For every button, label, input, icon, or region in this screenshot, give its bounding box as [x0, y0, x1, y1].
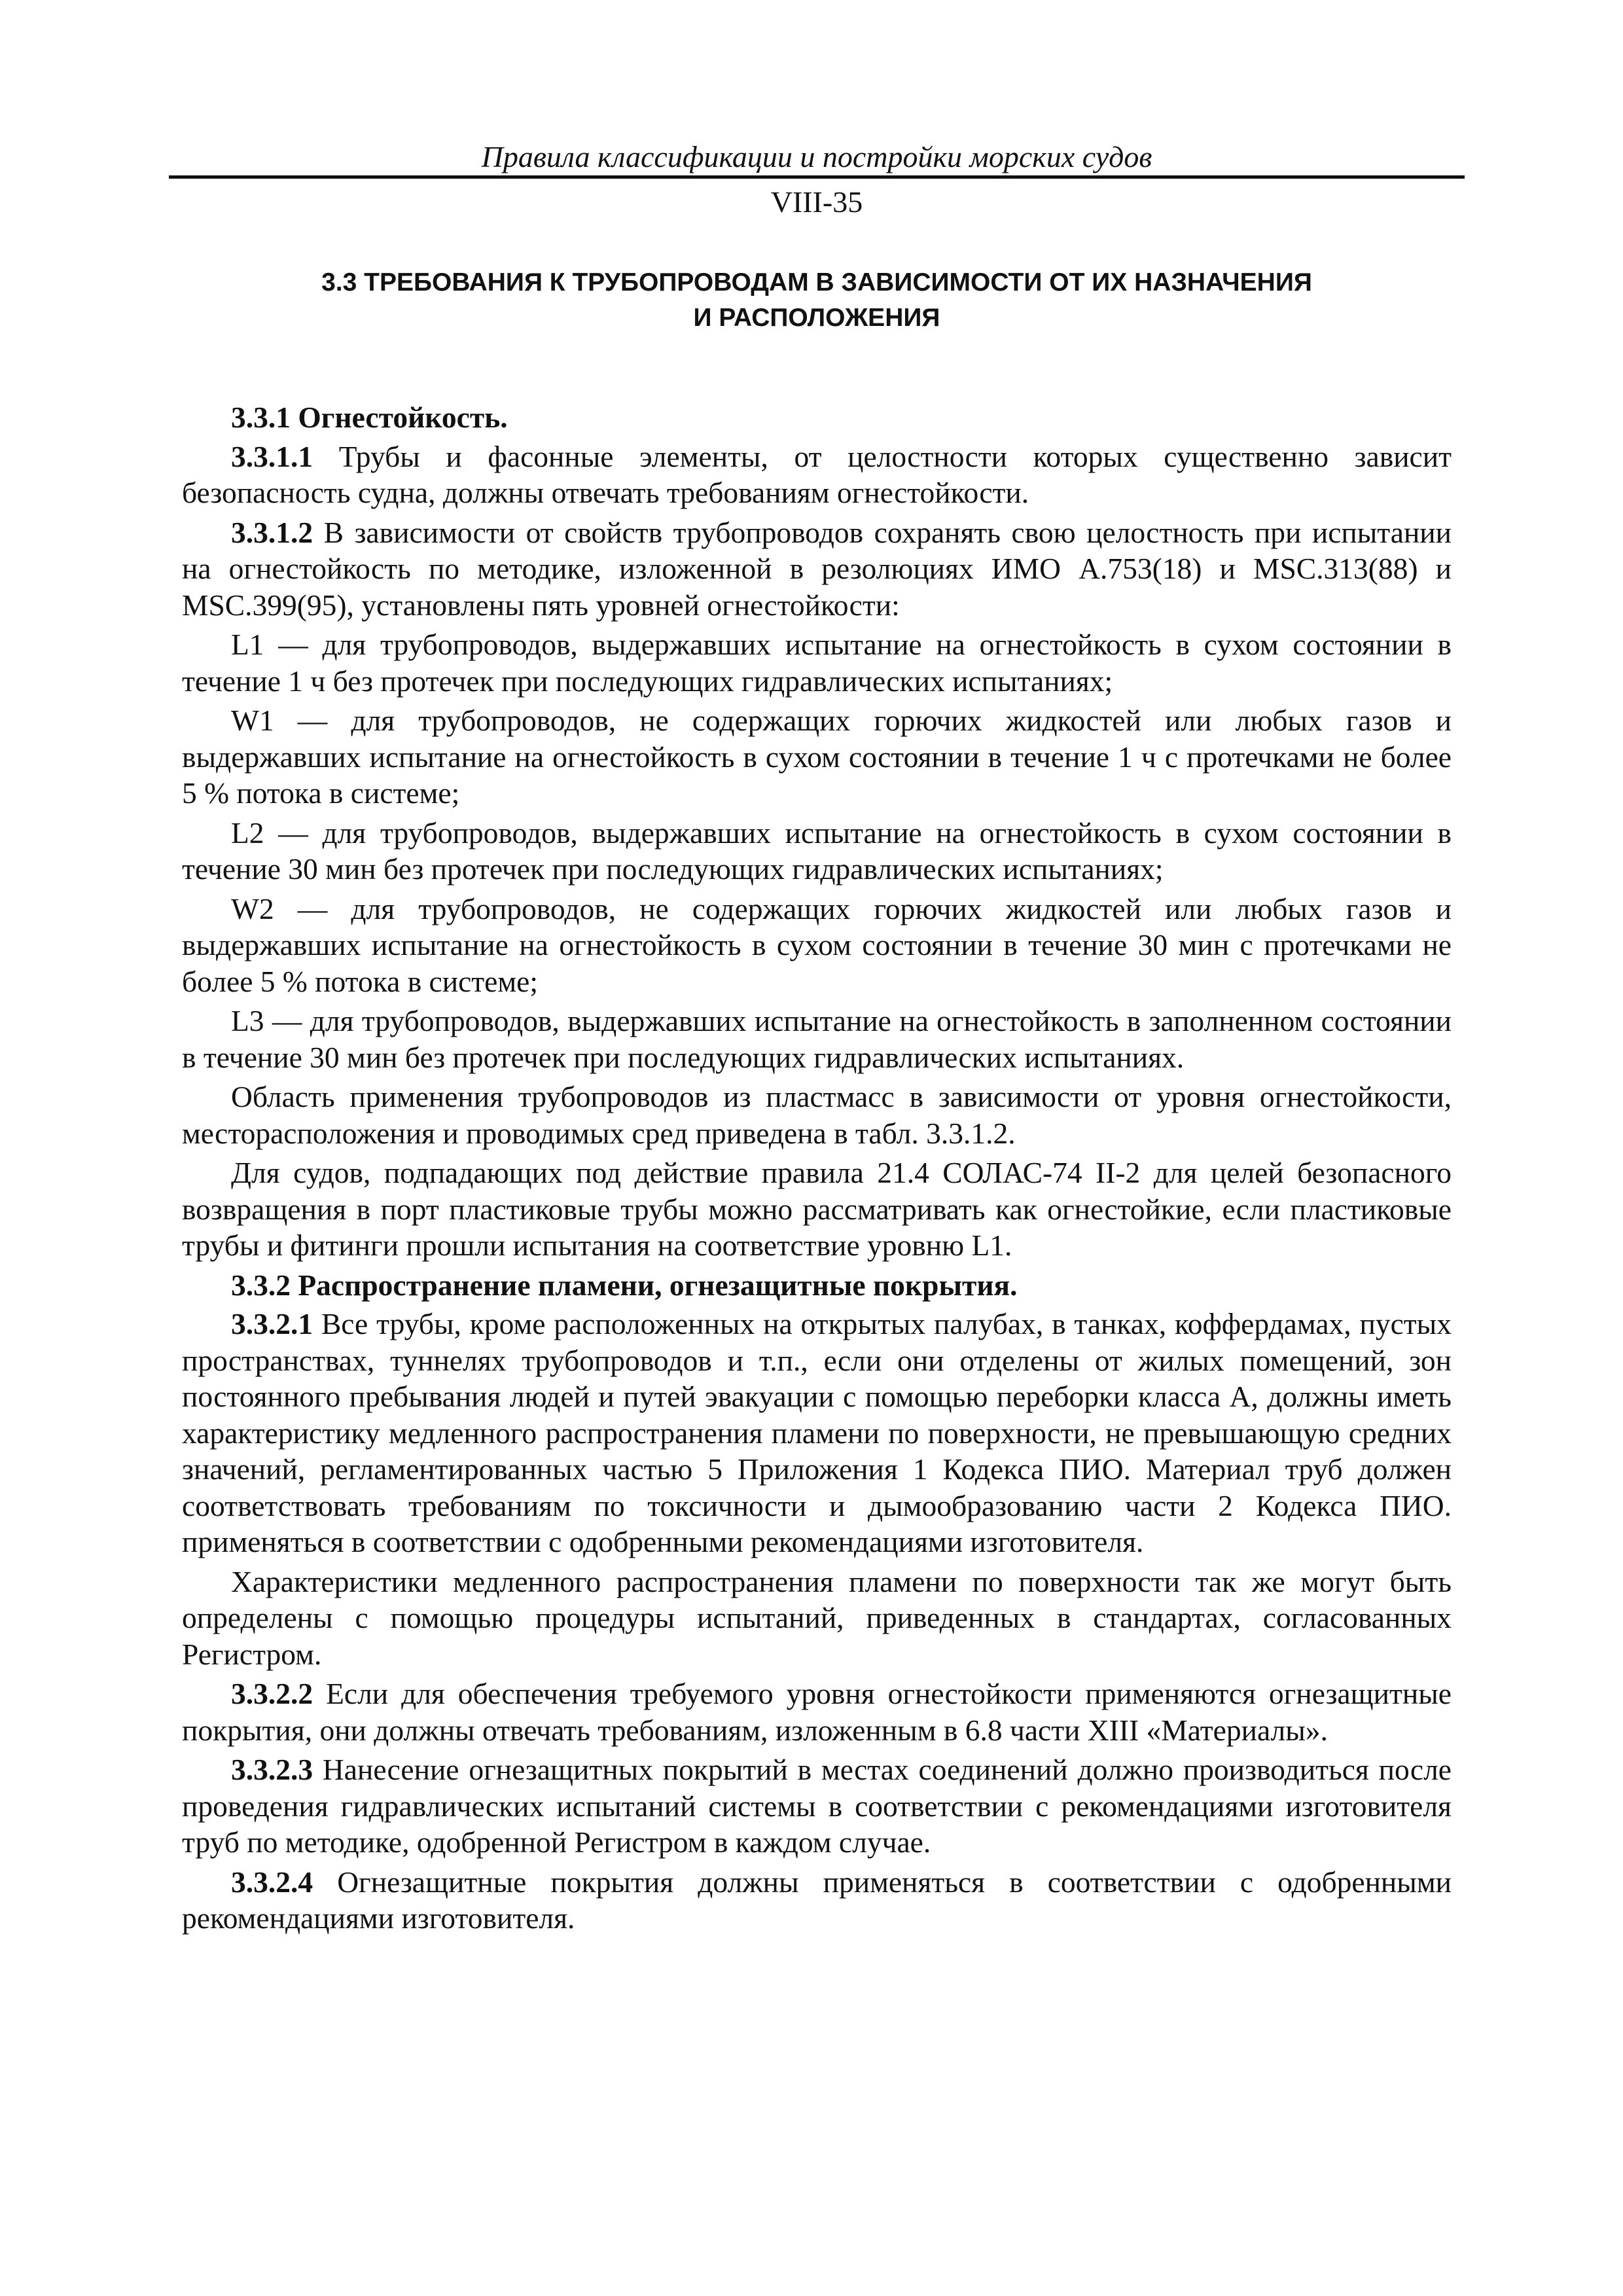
fire-level-w2: W2 — для трубопроводов, не содержащих горючих жидкостей или любых газов и выдержавших испытание на огнестойкость в сухом состоянии в течение 30 мин с протечками не более 5 % потока в системе;	[182, 891, 1452, 998]
clause-number: 3.3.2.4	[231, 1865, 313, 1899]
paragraph-3-3-2-1	[182, 1306, 1452, 1560]
clause-number: 3.3.2.1	[231, 1307, 313, 1340]
section-title-line-1: 3.3 ТРЕБОВАНИЯ К ТРУБОПРОВОДАМ В ЗАВИСИМОСТИ ОТ ИХ НАЗНАЧЕНИЯ	[321, 268, 1312, 296]
paragraph-solas: Для судов, подпадающих под действие правила 21.4 СОЛАС-74 II-2 для целей безопасного возвращения в порт пластиковые трубы можно рассматривать как огнестойкие, если пластиковые трубы и фитинги прошли испытания на соответствие уровню L1.	[182, 1156, 1452, 1262]
fire-level-l1: L1 — для трубопроводов, выдержавших испытание на огнестойкость в сухом состоянии в течение 1 ч без протечек при последующих гидравлических испытаниях;	[182, 628, 1452, 698]
paragraph-3-3-2-4	[182, 1864, 1452, 1937]
clause-text: Нанесение огнезащитных покрытий в местах соединений должно производиться после проведения гидравлических испытаний системы в соответствии с рекомендациями изготовителя труб по методике, одобренной Регистром в каждом случае.	[182, 1753, 1452, 1859]
section-title	[169, 265, 1465, 336]
clause-text: В зависимости от свойств трубопроводов сохранять свою целостность при испытании на огнестойкость по методике, изложенной в резолюциях ИМО А.753(18) и MSC.313(88) и MSC.399(95), установлены пять уровней огнестойкости:	[182, 515, 1452, 622]
body-text	[182, 399, 1452, 1940]
subsection-heading-3-3-2: 3.3.2 Распространение пламени, огнезащитные покрытия.	[231, 1268, 1018, 1302]
paragraph-scope: Область применения трубопроводов из пластмасс в зависимости от уровня огнестойкости, месторасположения и проводимых сред приведена в табл. 3.3.1.2.	[182, 1080, 1452, 1150]
running-header: Правила классификации и постройки морских судов	[481, 140, 1152, 173]
clause-number: 3.3.1.2	[231, 515, 313, 549]
header-rule	[169, 175, 1465, 179]
clause-number: 3.3.2.3	[231, 1753, 313, 1786]
subsection-heading-3-3-1: 3.3.1 Огнестойкость.	[231, 401, 508, 434]
fire-level-w1: W1 — для трубопроводов, не содержащих горючих жидкостей или любых газов и выдержавших испытание на огнестойкость в сухом состоянии в течение 1 ч с протечками не более 5 % потока в системе;	[182, 704, 1452, 810]
paragraph-flame-spread: Характеристики медленного распространения пламени по поверхности так же могут быть определены с помощью процедуры испытаний, приведенных в стандартах, согласованных Регистром.	[182, 1564, 1452, 1671]
clause-text: Огнезащитные покрытия должны применяться в соответствии с одобренными рекомендациями изготовителя.	[182, 1865, 1452, 1935]
clause-text: Если для обеспечения требуемого уровня огнестойкости применяются огнезащитные покрытия, они должны отвечать требованиям, изложенным в 6.8 части XIII «Материалы».	[182, 1677, 1452, 1747]
paragraph-3-3-2-2	[182, 1676, 1452, 1748]
paragraph-3-3-1-1	[182, 439, 1452, 511]
paragraph-3-3-1-2	[182, 514, 1452, 624]
clause-text: Трубы и фасонные элементы, от целостности которых существенно зависит безопасность судна, должны отвечать требованиям огнестойкости.	[182, 439, 1452, 509]
clause-text: Все трубы, кроме расположенных на открытых палубах, в танках, коффердамах, пустых пространствах, туннелях трубопроводов и т.п., если они отделены от жилых помещений, зон постоянного пребывания людей и путей эвакуации с помощью переборки класса А, должны иметь характеристику медленного распространения пламени по поверхности, не превышающую средних значений, регламентированных частью 5 Приложения 1 Кодекса ПИО. Материал труб должен соответствовать требованиям по токсичности и дымообразованию части 2 Кодекса ПИО. применяться в соответствии с одобренными рекомендациями изготовителя.	[182, 1307, 1452, 1558]
section-title-line-2: И РАСПОЛОЖЕНИЯ	[693, 304, 940, 332]
paragraph-3-3-2-3	[182, 1751, 1452, 1861]
fire-level-l2: L2 — для трубопроводов, выдержавших испытание на огнестойкость в сухом состоянии в течение 30 мин без протечек при последующих гидравлических испытаниях;	[182, 816, 1452, 886]
clause-number: 3.3.1.1	[231, 439, 313, 473]
page-number: VIII-35	[770, 185, 863, 219]
fire-level-l3: L3 — для трубопроводов, выдержавших испытание на огнестойкость в заполненном состоянии в течение 30 мин без протечек при последующих гидравлических испытаниях.	[182, 1004, 1452, 1074]
clause-number: 3.3.2.2	[231, 1677, 313, 1710]
